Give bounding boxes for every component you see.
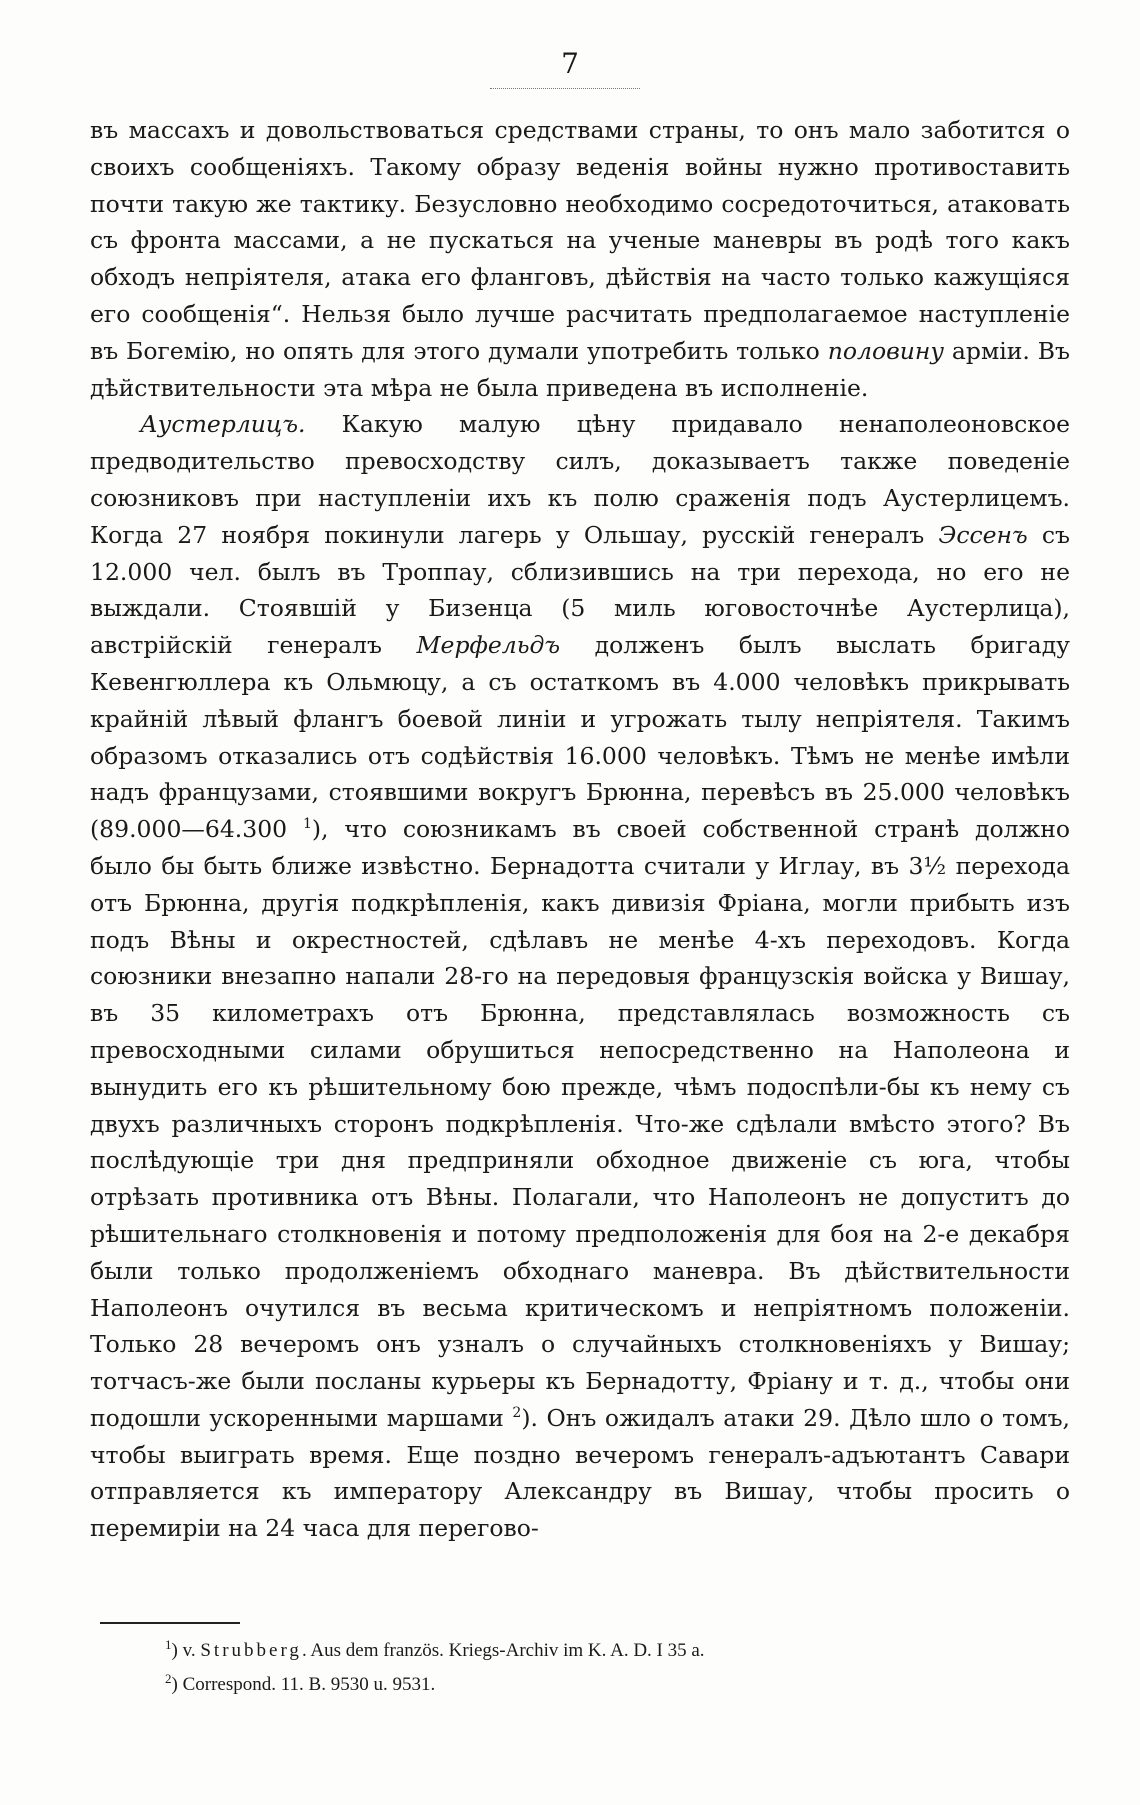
footnote-ref-2: 2 xyxy=(512,1404,522,1421)
paragraph-austerlitz xyxy=(90,406,1070,1547)
text-run: ), что союзникамъ въ своей собственной странѣ должно было бы быть ближе извѣстно. Бернадотта считали у Иглау, въ 3½ перехода отъ Брюнна, другія подкрѣпленія, какъ дивизія Фріана, могли прибыть изъ подъ Вѣны и окрестностей, сдѣлавъ не менѣе 4-хъ переходовъ. Когда союзники внезапно напали 28-го на передовыя французскія войска у Вишау, въ 35 километрахъ отъ Брюнна, представлялась возможность съ превосходными силами обрушиться непосредственно на Наполеона и вынудить его къ рѣшительному бою прежде, чѣмъ подоспѣли-бы къ нему съ двухъ различныхъ сторонъ подкрѣпленія. Что-же сдѣлали вмѣсто этого? Въ послѣдующіе три дня предприняли обходное движеніе съ юга, чтобы отрѣзать противника отъ Вѣны. Полагали, что Наполеонъ не допуститъ до рѣшительнаго столкновенія и потому предположенія для боя на 2-е декабря были только продолженіемъ обходнаго маневра. Въ дѣйствительности Наполеонъ очутился въ весьма критическомъ и непріятномъ положеніи. Только 28 вечеромъ онъ узналъ о случайныхъ столкновеніяхъ у Вишау; тотчасъ-же были посланы курьеры къ Бернадотту, Фріану и т. д., чтобы они подошли ускоренными маршами xyxy=(90,815,1071,1432)
footnote-mark-1: 1 xyxy=(165,1637,172,1652)
footnote-text: ) v. xyxy=(171,1640,201,1661)
text-run: ). Онъ ожидалъ атаки 29. Дѣло шло о томъ, чтобы выиграть время. Еще поздно вечеромъ генералъ-адъютантъ Савари отправляется къ императору Александру въ Вишау, чтобы просить о перемиріи на 24 часа для перегово- xyxy=(90,1403,1071,1543)
footnote-ref-1: 1 xyxy=(302,816,312,833)
footnote-1 xyxy=(165,1634,1045,1668)
footnote-text: ) Correspond. 11. B. 9530 u. 9531. xyxy=(171,1674,436,1695)
footnote-author: Strubberg xyxy=(200,1640,302,1661)
emphasis-essen: Эссенъ xyxy=(938,520,1028,549)
footnotes xyxy=(165,1634,1045,1702)
emphasis-merfeldt: Мерфельдъ xyxy=(416,631,561,660)
section-heading-austerlitz: Аустерлицъ. xyxy=(140,410,306,439)
emphasis-half: половину xyxy=(827,336,945,365)
footnote-mark-2: 2 xyxy=(165,1671,172,1686)
main-text xyxy=(90,112,1070,1547)
text-run: въ массахъ и довольствоваться средствами страны, то онъ мало заботится о своихъ сообщеніяхъ. Такому образу веденія войны нужно противоставить почти такую же тактику. Безусловно необходимо сосредоточиться, атаковать съ фронта массами, а не пускаться на ученые маневры въ родѣ того какъ обходъ непріятеля, атака его фланговъ, дѣйствія на часто только кажущіяся его сообщенія“. Нельзя было лучше расчитать предполагаемое наступленіе въ Богемію, но опять для этого думали употребить только xyxy=(90,116,1070,365)
text-run: арміи. Въ дѣйствительности эта мѣра не была приведена въ исполненіе. xyxy=(90,336,1070,402)
text-run: Какую малую цѣну придавало ненаполеоновское предводительство превосходству силъ, доказываетъ также поведеніе союзниковъ при наступленіи ихъ къ полю сраженія подъ Аустерлицемъ. Когда 27 ноября покинули лагерь у Ольшау, русскій генералъ xyxy=(90,410,1070,549)
paragraph-continuation xyxy=(90,112,1070,406)
footnote-text: . Aus dem französ. Kriegs-Archiv im K. A. D. I 35 a. xyxy=(301,1640,705,1661)
header-dotted-rule xyxy=(490,88,640,89)
footnote-rule xyxy=(100,1622,240,1624)
text-run: съ 12.000 чел. былъ въ Троппау, сблизившись на три перехода, но его не выждали. Стоявшій у Бизенца (5 миль юговосточнѣе Аустерлица), австрійскій генералъ xyxy=(90,520,1071,660)
text-run: долженъ былъ выслать бригаду Кевенгюллера къ Ольмюцу, а съ остаткомъ въ 4.000 человѣкъ прикрывать крайній лѣвый флангъ боевой линіи и угрожать тылу непріятеля. Такимъ образомъ отказались отъ содѣйствія 16.000 человѣкъ. Тѣмъ не менѣе имѣли надъ французами, стоявшими вокругъ Брюнна, перевѣсъ въ 25.000 человѣкъ (89.000—64.300 xyxy=(90,631,1070,844)
footnote-2 xyxy=(165,1668,1045,1702)
page-number: 7 xyxy=(561,47,579,80)
